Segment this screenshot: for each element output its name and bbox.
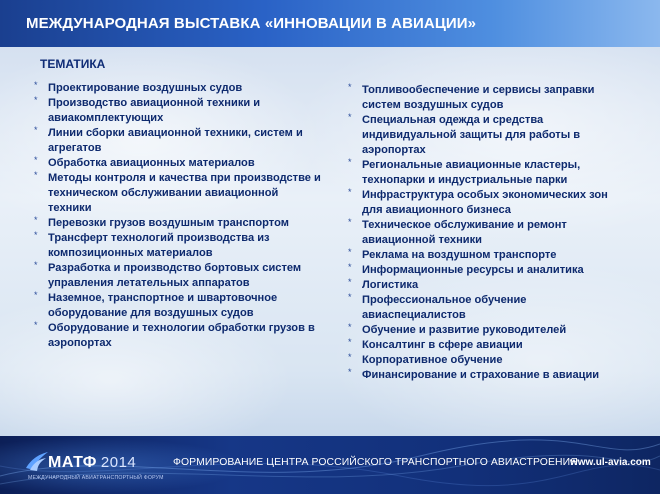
topic-line: управления летательных аппаратов bbox=[48, 277, 250, 289]
bullet-icon: * bbox=[34, 290, 38, 300]
section-subtitle: ТЕМАТИКА bbox=[40, 57, 106, 71]
topic-line: Техническое обслуживание и ремонт bbox=[362, 219, 567, 231]
topic-item bbox=[34, 126, 334, 156]
bullet-icon: * bbox=[348, 82, 352, 92]
bullet-icon: * bbox=[348, 157, 352, 167]
topic-item bbox=[348, 278, 618, 293]
right-topic-list bbox=[348, 83, 618, 383]
topic-item bbox=[348, 248, 618, 263]
topic-item bbox=[348, 83, 618, 113]
website-link[interactable]: www.ul-avia.com bbox=[570, 457, 651, 468]
bullet-icon: * bbox=[34, 230, 38, 240]
topic-item bbox=[34, 81, 334, 96]
topic-item bbox=[348, 323, 618, 338]
topic-item bbox=[348, 188, 618, 218]
topic-line: авиакомплектующих bbox=[48, 112, 164, 124]
bullet-icon: * bbox=[348, 337, 352, 347]
topic-item bbox=[348, 113, 618, 158]
topic-line: Финансирование и страхование в авиации bbox=[362, 369, 600, 381]
logo-text bbox=[48, 454, 136, 472]
topic-item bbox=[348, 338, 618, 353]
topic-line: Информационные ресурсы и аналитика bbox=[362, 264, 584, 276]
bullet-icon: * bbox=[348, 247, 352, 257]
logo-year: 2014 bbox=[100, 454, 137, 471]
slide-title: МЕЖДУНАРОДНАЯ ВЫСТАВКА «ИННОВАЦИИ В АВИАЦИИ» bbox=[26, 15, 477, 32]
topic-line: Логистика bbox=[362, 279, 419, 291]
topic-line: техники bbox=[48, 202, 92, 214]
topic-item bbox=[348, 353, 618, 368]
bullet-icon: * bbox=[348, 112, 352, 122]
topic-item bbox=[34, 261, 334, 291]
topic-item bbox=[348, 293, 618, 323]
topic-item bbox=[34, 96, 334, 126]
topic-line: техническом обслуживании авиационной bbox=[48, 187, 279, 199]
bullet-icon: * bbox=[34, 95, 38, 105]
bullet-icon: * bbox=[348, 217, 352, 227]
bullet-icon: * bbox=[348, 277, 352, 287]
topic-line: оборудование для воздушных судов bbox=[48, 307, 254, 319]
topic-line: Топливообеспечение и сервисы заправки bbox=[362, 84, 595, 96]
topic-line: Обработка авиационных материалов bbox=[48, 157, 255, 169]
topic-line: Методы контроля и качества при производстве и bbox=[48, 172, 321, 184]
topic-item bbox=[34, 171, 334, 216]
topic-item bbox=[34, 231, 334, 261]
matf-logo bbox=[24, 448, 174, 488]
topic-line: систем воздушных судов bbox=[362, 99, 504, 111]
topic-line: Профессиональное обучение bbox=[362, 294, 527, 306]
bullet-icon: * bbox=[348, 367, 352, 377]
topic-line: аэропортах bbox=[362, 144, 426, 156]
topic-line: Реклама на воздушном транспорте bbox=[362, 249, 557, 261]
topic-line: агрегатов bbox=[48, 142, 102, 154]
bullet-icon: * bbox=[34, 80, 38, 90]
topic-line: композиционных материалов bbox=[48, 247, 213, 259]
topic-line: Оборудование и технологии обработки грузов в bbox=[48, 322, 315, 334]
topic-item bbox=[348, 368, 618, 383]
bullet-icon: * bbox=[34, 170, 38, 180]
bullet-icon: * bbox=[34, 155, 38, 165]
topic-line: Обучение и развитие руководителей bbox=[362, 324, 567, 336]
topic-item bbox=[348, 158, 618, 188]
topic-line: авиаспециалистов bbox=[362, 309, 466, 321]
topic-item bbox=[34, 321, 334, 351]
topic-item bbox=[348, 263, 618, 278]
topic-line: аэропортах bbox=[48, 337, 112, 349]
topic-line: Перевозки грузов воздушным транспортом bbox=[48, 217, 289, 229]
bullet-icon: * bbox=[34, 125, 38, 135]
topic-line: для авиационного бизнеса bbox=[362, 204, 511, 216]
topic-item bbox=[34, 156, 334, 171]
topic-item bbox=[34, 291, 334, 321]
topic-line: Специальная одежда и средства bbox=[362, 114, 544, 126]
logo-subtitle: МЕЖДУНАРОДНЫЙ АВИАТРАНСПОРТНЫЙ ФОРУМ bbox=[28, 475, 164, 481]
topic-item bbox=[34, 216, 334, 231]
bullet-icon: * bbox=[34, 320, 38, 330]
bullet-icon: * bbox=[348, 352, 352, 362]
topic-line: Разработка и производство бортовых систем bbox=[48, 262, 302, 274]
topic-item bbox=[348, 218, 618, 248]
logo-name: МАТФ bbox=[48, 454, 97, 471]
bullet-icon: * bbox=[348, 322, 352, 332]
bullet-icon: * bbox=[348, 292, 352, 302]
topic-line: Трансферт технологий производства из bbox=[48, 232, 270, 244]
footer-slogan: ФОРМИРОВАНИЕ ЦЕНТРА РОССИЙСКОГО ТРАНСПОРТНОГО АВИАСТРОЕНИЯ bbox=[173, 457, 578, 468]
logo-swoosh-icon bbox=[24, 450, 50, 472]
title-bar bbox=[0, 0, 660, 47]
bullet-icon: * bbox=[348, 262, 352, 272]
bullet-icon: * bbox=[34, 215, 38, 225]
topic-line: авиационной техники bbox=[362, 234, 482, 246]
topic-line: Корпоративное обучение bbox=[362, 354, 503, 366]
topic-line: Инфраструктура особых экономических зон bbox=[362, 189, 608, 201]
topic-line: Производство авиационной техники и bbox=[48, 97, 261, 109]
topic-line: Наземное, транспортное и швартовочное bbox=[48, 292, 278, 304]
topic-line: индивидуальной защиты для работы в bbox=[362, 129, 581, 141]
topic-line: Региональные авиационные кластеры, bbox=[362, 159, 581, 171]
topic-line: Проектирование воздушных судов bbox=[48, 82, 243, 94]
bullet-icon: * bbox=[34, 260, 38, 270]
topic-line: Консалтинг в сфере авиации bbox=[362, 339, 523, 351]
topic-line: технопарки и индустриальные парки bbox=[362, 174, 568, 186]
footer-bar bbox=[0, 436, 660, 494]
bullet-icon: * bbox=[348, 187, 352, 197]
left-topic-list bbox=[34, 81, 334, 351]
topic-line: Линии сборки авиационной техники, систем и bbox=[48, 127, 303, 139]
